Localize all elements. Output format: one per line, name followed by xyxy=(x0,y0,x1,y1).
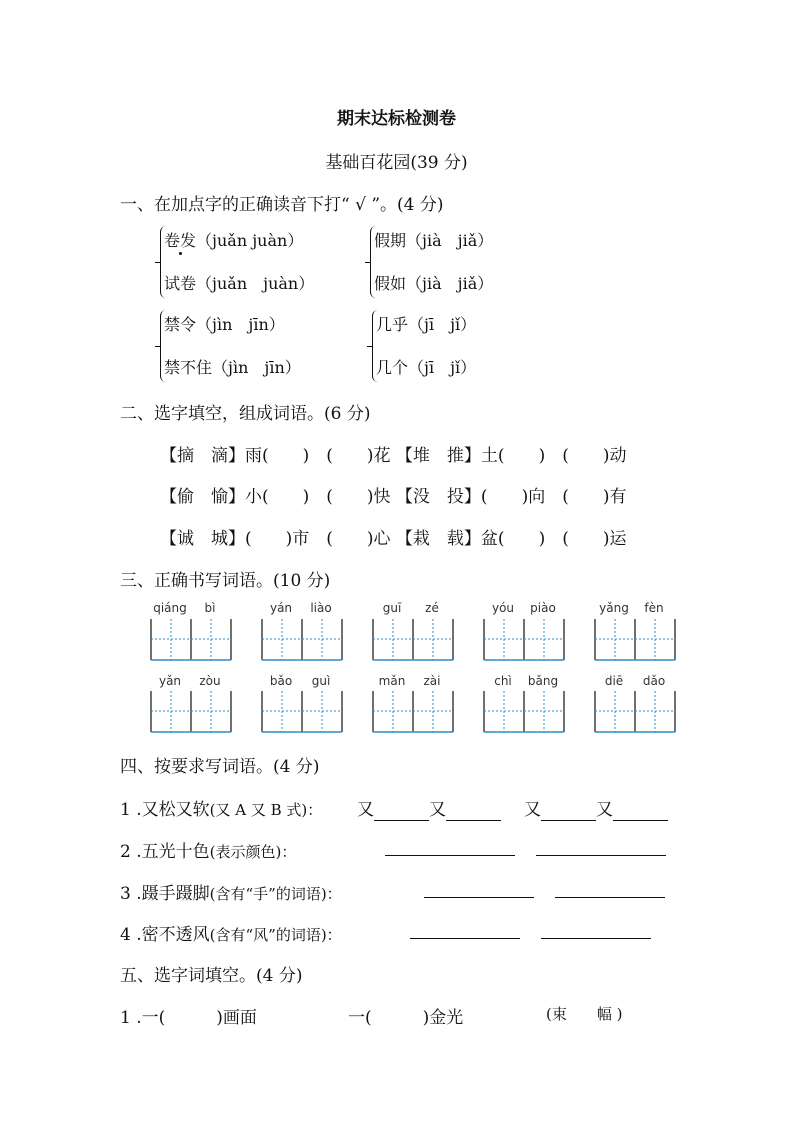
pinyin-2b: liào xyxy=(310,601,332,615)
group-1-pinyin-2: （juǎn juàn） xyxy=(196,274,315,293)
writing-grid[interactable] xyxy=(150,691,230,733)
q5-1-num: 1 . xyxy=(120,1008,142,1028)
group-4-pinyin-1: （jī jǐ） xyxy=(408,315,477,334)
group-1-word-1: 卷发 xyxy=(164,231,197,250)
q4-4-num: 4 . xyxy=(120,925,142,945)
pinyin-1b: bì xyxy=(204,601,216,615)
pinyin-5a: yǎng xyxy=(599,601,629,615)
group-1-line-2 xyxy=(164,271,314,294)
writing-grid[interactable] xyxy=(372,619,452,661)
writing-grid[interactable] xyxy=(594,691,674,733)
writing-grid[interactable] xyxy=(372,691,452,733)
answer-blank[interactable] xyxy=(541,920,651,939)
group-3-pinyin-2: （jìn jīn） xyxy=(212,358,301,377)
q4-2-num: 2 . xyxy=(120,842,142,862)
pinyin-8b: zài xyxy=(423,674,441,688)
q5-1-options: (束 幅 ) xyxy=(546,1005,623,1023)
group-2-line-2 xyxy=(374,271,493,294)
answer-blank[interactable] xyxy=(446,800,501,821)
q4-1 xyxy=(120,795,322,820)
pinyin-4b: piào xyxy=(530,601,556,615)
writing-grid[interactable] xyxy=(483,619,563,661)
group-3-line-2 xyxy=(164,355,301,378)
fill-row-1: 【摘 滴】雨( ) ( )花 【堆 推】土( ) ( )动 xyxy=(160,446,627,466)
group-3-word-1: 禁令 xyxy=(164,315,197,334)
pinyin-9a: chì xyxy=(494,674,512,688)
section-5-heading: 五、选字词填空。(4 分) xyxy=(120,966,303,986)
answer-blank[interactable] xyxy=(536,837,666,856)
pinyin-10a: diē xyxy=(604,674,624,688)
q4-1-answers xyxy=(357,795,501,821)
q4-4-note: (含有“风”的词语)： xyxy=(209,926,342,944)
pinyin-3a: guī xyxy=(382,601,402,615)
q4-3 xyxy=(120,879,342,904)
q4-1-prefix-2: 又 xyxy=(429,800,446,820)
answer-blank[interactable] xyxy=(555,879,665,898)
q4-3-word: 蹑手蹑脚 xyxy=(141,884,210,904)
group-2-word-2: 假如 xyxy=(374,274,407,293)
q4-2 xyxy=(120,837,296,862)
q4-1-word: 又松又软 xyxy=(141,800,210,820)
q4-1-num: 1 . xyxy=(120,800,142,820)
answer-blank[interactable] xyxy=(385,837,515,856)
pinyin-6a: yǎn xyxy=(158,674,182,688)
pinyin-5b: fèn xyxy=(644,601,664,615)
q4-1-prefix-3: 又 xyxy=(524,800,541,820)
group-3-word-2: 禁不住 xyxy=(164,358,213,377)
section-3-heading: 三、正确书写词语。(10 分) xyxy=(120,571,331,591)
answer-blank[interactable] xyxy=(410,920,520,939)
q4-2-note: (表示颜色)： xyxy=(209,843,297,861)
answer-blank[interactable] xyxy=(374,800,429,821)
writing-grid[interactable] xyxy=(261,619,341,661)
writing-grid[interactable] xyxy=(594,619,674,661)
pinyin-7a: bǎo xyxy=(269,674,293,688)
q5-1-b: 一( )金光 xyxy=(348,1008,464,1028)
q4-1-prefix-1: 又 xyxy=(357,800,374,820)
group-4-line-2 xyxy=(376,355,476,378)
group-2-pinyin-1: （jià jiǎ） xyxy=(406,231,494,250)
answer-blank[interactable] xyxy=(541,800,596,821)
q4-1-prefix-4: 又 xyxy=(596,800,613,820)
pinyin-9b: bǎng xyxy=(527,674,559,688)
group-3-line-1 xyxy=(164,312,285,335)
group-1-word-2: 试卷 xyxy=(164,274,197,293)
group-4-line-1 xyxy=(376,312,476,335)
group-1-line-1 xyxy=(164,228,303,251)
section-2-heading: 二、选字填空，组成词语。(6 分) xyxy=(120,404,371,424)
writing-grid[interactable] xyxy=(150,619,230,661)
q5-1-a: 一( )画面 xyxy=(141,1008,257,1028)
q4-3-num: 3 . xyxy=(120,884,142,904)
q4-1-note: (又 A 又 B 式)： xyxy=(209,801,323,819)
pinyin-1a: qiáng xyxy=(153,601,187,615)
group-2-line-1 xyxy=(374,228,493,251)
q4-4-word: 密不透风 xyxy=(141,925,210,945)
pinyin-8a: mǎn xyxy=(378,674,406,688)
group-4-pinyin-2: （jī jǐ） xyxy=(408,358,477,377)
q5-1 xyxy=(120,1003,257,1028)
writing-grid[interactable] xyxy=(483,691,563,733)
q4-4 xyxy=(120,920,342,945)
pinyin-3b: zé xyxy=(425,601,439,615)
pinyin-2a: yán xyxy=(269,601,293,615)
pinyin-7b: guì xyxy=(311,674,331,688)
group-4-word-2: 几个 xyxy=(376,358,409,377)
fill-row-3: 【诚 城】( )市 ( )心 【栽 载】盆( ) ( )运 xyxy=(160,529,627,549)
fill-row-2: 【偷 愉】小( ) ( )快 【没 投】( )向 ( )有 xyxy=(160,487,627,507)
pinyin-10b: dǎo xyxy=(642,674,666,688)
pinyin-4a: yóu xyxy=(491,601,515,615)
group-4-word-1: 几乎 xyxy=(376,315,409,334)
q4-1-answers-b xyxy=(524,795,668,821)
answer-blank[interactable] xyxy=(424,879,534,898)
page-title: 期末达标检测卷 xyxy=(337,109,456,129)
group-3-pinyin-1: （jìn jīn） xyxy=(196,315,285,334)
group-1-pinyin-1: （juǎn juàn） xyxy=(196,231,304,250)
pinyin-6b: zòu xyxy=(199,674,221,688)
section-1-heading: 一、在加点字的正确读音下打“ √ ”。(4 分) xyxy=(120,195,444,215)
q4-3-note: (含有“手”的词语)： xyxy=(209,885,342,903)
section-4-heading: 四、按要求写词语。(4 分) xyxy=(120,757,320,777)
answer-blank[interactable] xyxy=(613,800,668,821)
writing-grid[interactable] xyxy=(261,691,341,733)
group-2-pinyin-2: （jià jiǎ） xyxy=(406,274,494,293)
group-2-word-1: 假期 xyxy=(374,231,407,250)
page-subtitle: 基础百花园(39 分) xyxy=(325,153,468,173)
q4-2-word: 五光十色 xyxy=(141,842,210,862)
